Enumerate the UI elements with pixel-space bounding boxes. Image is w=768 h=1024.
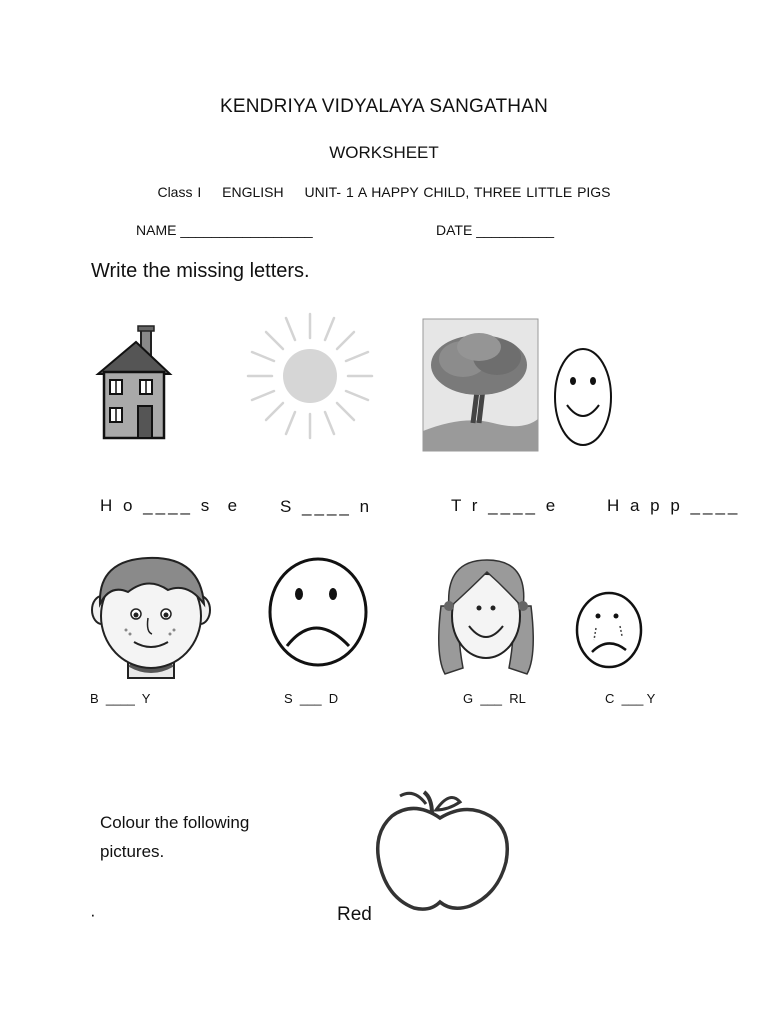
happy-face-icon bbox=[553, 347, 613, 447]
unit-label: UNIT- 1 A HAPPY CHILD, THREE LITTLE PIGS bbox=[304, 184, 611, 200]
class-line bbox=[0, 184, 768, 200]
worksheet-title: WORKSHEET bbox=[329, 143, 439, 162]
house-icon bbox=[96, 324, 176, 444]
class-label: Class I bbox=[157, 184, 202, 200]
boy-face-icon bbox=[88, 554, 214, 678]
girl-face-icon bbox=[435, 556, 537, 676]
name-field: NAME _________________ bbox=[136, 222, 313, 238]
apple-icon bbox=[374, 786, 514, 916]
word-boy: B ____ Y bbox=[90, 691, 151, 706]
subject-label: ENGLISH bbox=[222, 184, 284, 200]
colour-instruction: Colour the following pictures. bbox=[100, 813, 250, 861]
word-tree: T r ____ e bbox=[451, 496, 559, 515]
sad-face-icon bbox=[267, 556, 369, 668]
tree-icon bbox=[423, 319, 538, 451]
word-cry: C ___ Y bbox=[605, 691, 656, 706]
word-girl: G ___ RL bbox=[463, 691, 526, 706]
missing-letters-instruction: Write the missing letters. bbox=[91, 260, 310, 282]
colour-label-red: Red bbox=[337, 904, 372, 925]
sun-icon bbox=[240, 306, 380, 446]
school-name: KENDRIYA VIDYALAYA SANGATHAN bbox=[220, 96, 548, 117]
crying-face-icon bbox=[574, 590, 644, 670]
date-field: DATE __________ bbox=[436, 222, 555, 238]
word-house: H o ____ s e bbox=[100, 496, 241, 515]
word-happy: H a p p ____ bbox=[607, 496, 741, 515]
word-sun: S ____ n bbox=[280, 497, 373, 516]
bullet-dot: · bbox=[90, 905, 96, 924]
word-sad: S ___ D bbox=[284, 691, 339, 706]
